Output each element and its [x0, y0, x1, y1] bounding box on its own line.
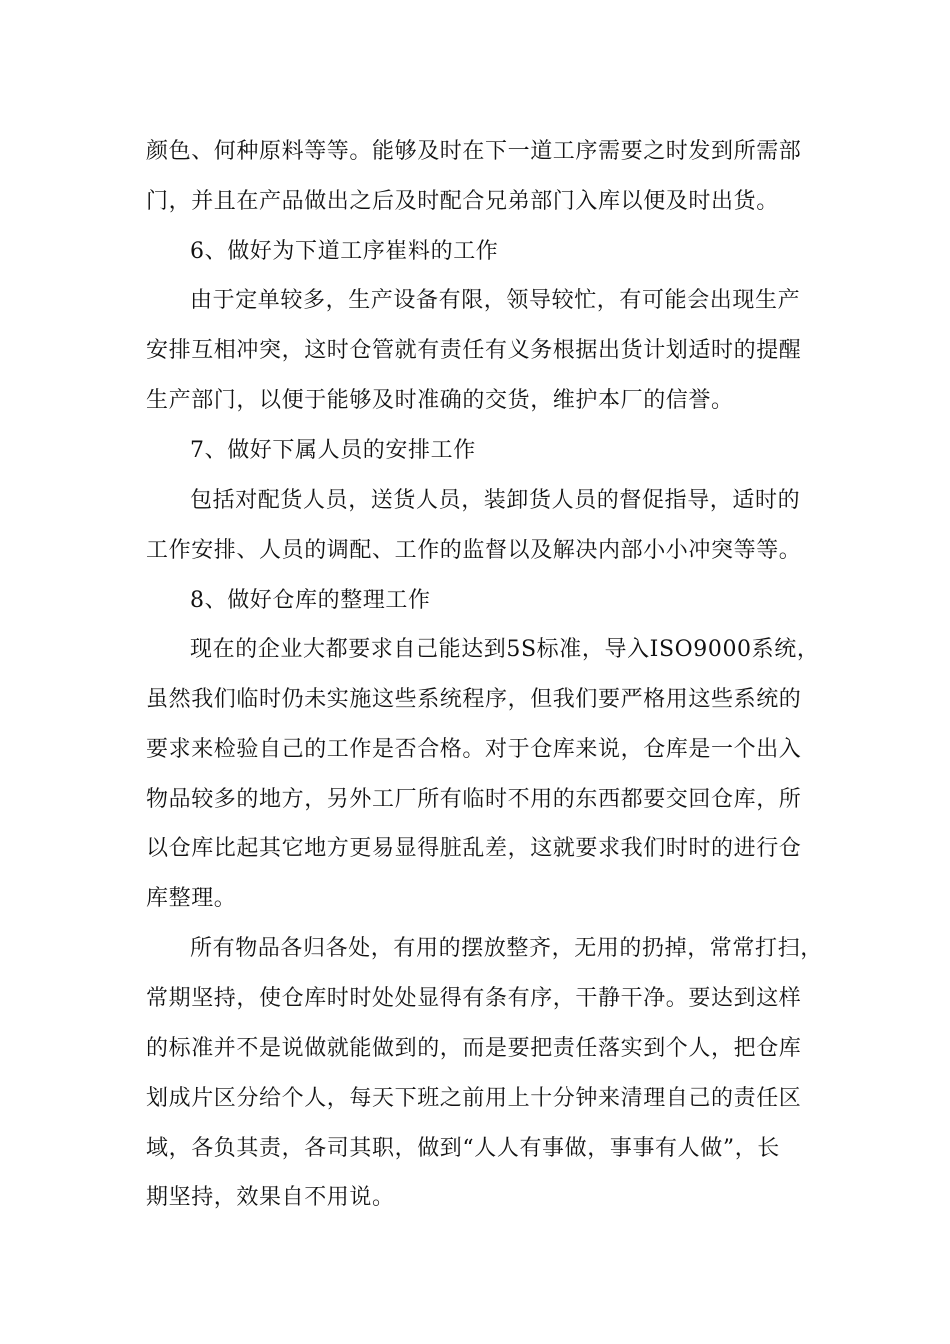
- text-line: 域，各负其责，各司其职，做到“人人有事做，事事有人做”，长: [146, 1136, 780, 1161]
- text-line: 物品较多的地方，另外工厂所有临时不用的东西都要交回仓库，所: [146, 787, 802, 812]
- section-heading: 7、做好下属人员的安排工作: [190, 438, 476, 463]
- text-line: 现在的企业大都要求自己能达到5S标准，导入ISO9000系统，: [190, 637, 820, 662]
- text-line: 安排互相冲突，这时仓管就有责任有义务根据出货计划适时的提醒: [146, 338, 802, 363]
- section-heading: 8、做好仓库的整理工作: [190, 588, 431, 613]
- text-line: 库整理。: [146, 886, 237, 911]
- text-line: 的标准并不是说做就能做到的，而是要把责任落实到个人，把仓库: [146, 1036, 802, 1061]
- text-line: 门，并且在产品做出之后及时配合兄弟部门入库以便及时出货。: [146, 189, 779, 214]
- text-line: 颜色、何种原料等等。能够及时在下一道工序需要之时发到所需部: [146, 139, 802, 164]
- text-line: 划成片区分给个人，每天下班之前用上十分钟来清理自己的责任区: [146, 1086, 802, 1111]
- text-line: 工作安排、人员的调配、工作的监督以及解决内部小小冲突等等。: [146, 538, 802, 563]
- text-line: 生产部门，以便于能够及时准确的交货，维护本厂的信誉。: [146, 388, 734, 413]
- text-line: 要求来检验自己的工作是否合格。对于仓库来说，仓库是一个出入: [146, 737, 802, 762]
- text-line: 所有物品各归各处，有用的摆放整齐，无用的扔掉，常常打扫，: [190, 936, 823, 961]
- text-line: 包括对配货人员，送货人员，装卸货人员的督促指导，适时的: [190, 488, 801, 513]
- text-line: 常期坚持，使仓库时时处处显得有条有序，干静干净。要达到这样: [146, 986, 802, 1011]
- section-heading: 6、做好为下道工序崔料的工作: [190, 239, 499, 264]
- text-line: 虽然我们临时仍未实施这些系统程序，但我们要严格用这些系统的: [146, 687, 802, 712]
- text-line: 以仓库比起其它地方更易显得脏乱差，这就要求我们时时的进行仓: [146, 836, 802, 861]
- text-line: 由于定单较多，生产设备有限，领导较忙，有可能会出现生产: [190, 288, 801, 313]
- text-line: 期坚持，效果自不用说。: [146, 1185, 395, 1210]
